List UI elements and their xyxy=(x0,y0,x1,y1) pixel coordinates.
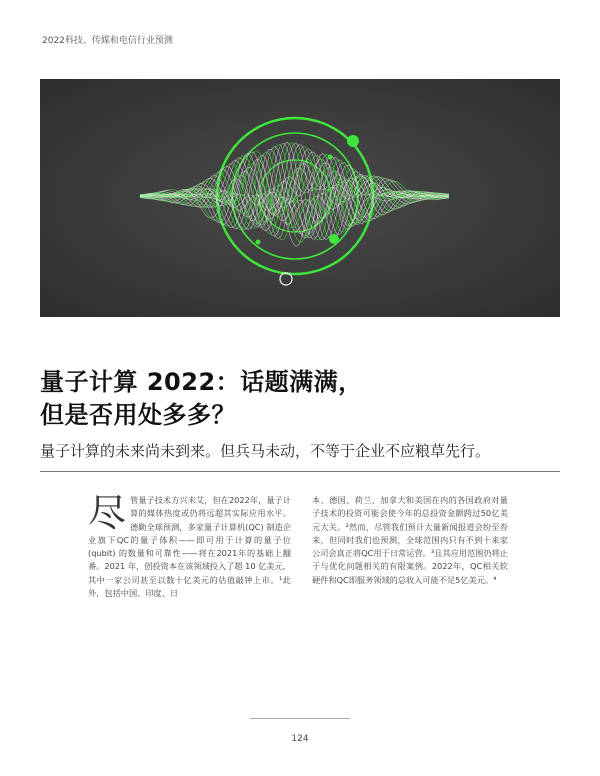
article-subtitle: 量子计算的未来尚未到来。但兵马未动，不等于企业不应粮草先行。 xyxy=(40,442,491,460)
page-number: 124 xyxy=(291,734,309,744)
body-text-left: 管量子技术方兴未艾，但在2022年，量子计算的媒体热度或仍将远超其实际应用水平。德勤全球预测，多家量子计算机(QC) 制造企业旗下QC的量子体积——即可用于计算的量子位 (qubit) 的数量和可靠性——将在2021年的基础上翻番。2021 年，创投资本在该领域投入了超 10 亿美元，其中一家公司甚至以数十亿美元的估值敲钟上市。¹此外，包括中国、印度、日 xyxy=(88,495,291,599)
running-header: 2022科技、传媒和电信行业预测 xyxy=(42,36,173,46)
body-column-left xyxy=(88,491,291,600)
footer-divider xyxy=(250,718,350,719)
hero-image xyxy=(40,79,560,317)
divider xyxy=(40,471,560,472)
quantum-wave-illustration xyxy=(40,79,560,317)
title-line-2: 但是否用处多多？ xyxy=(40,401,236,429)
title-line-1: 量子计算 2022：话题满满， xyxy=(40,368,363,396)
drop-cap: 尽 xyxy=(88,491,127,535)
body-column-right: 本、德国、荷兰、加拿大和美国在内的各国政府对量子技术的投资可能会使今年的总投资金额跨过50亿美元大关。²然而，尽管我们预计大量新闻报道会纷至沓来，但同时我们也预测，全球范围内只有不到十来家公司会真正将QC用于日常运营。³且其应用范围仍将止于与优化问题相关的有限案例。2022年，QC相关软硬件和QC即服务领域的总收入可能不足5亿美元。⁴ xyxy=(312,495,508,585)
article-title xyxy=(40,366,560,432)
